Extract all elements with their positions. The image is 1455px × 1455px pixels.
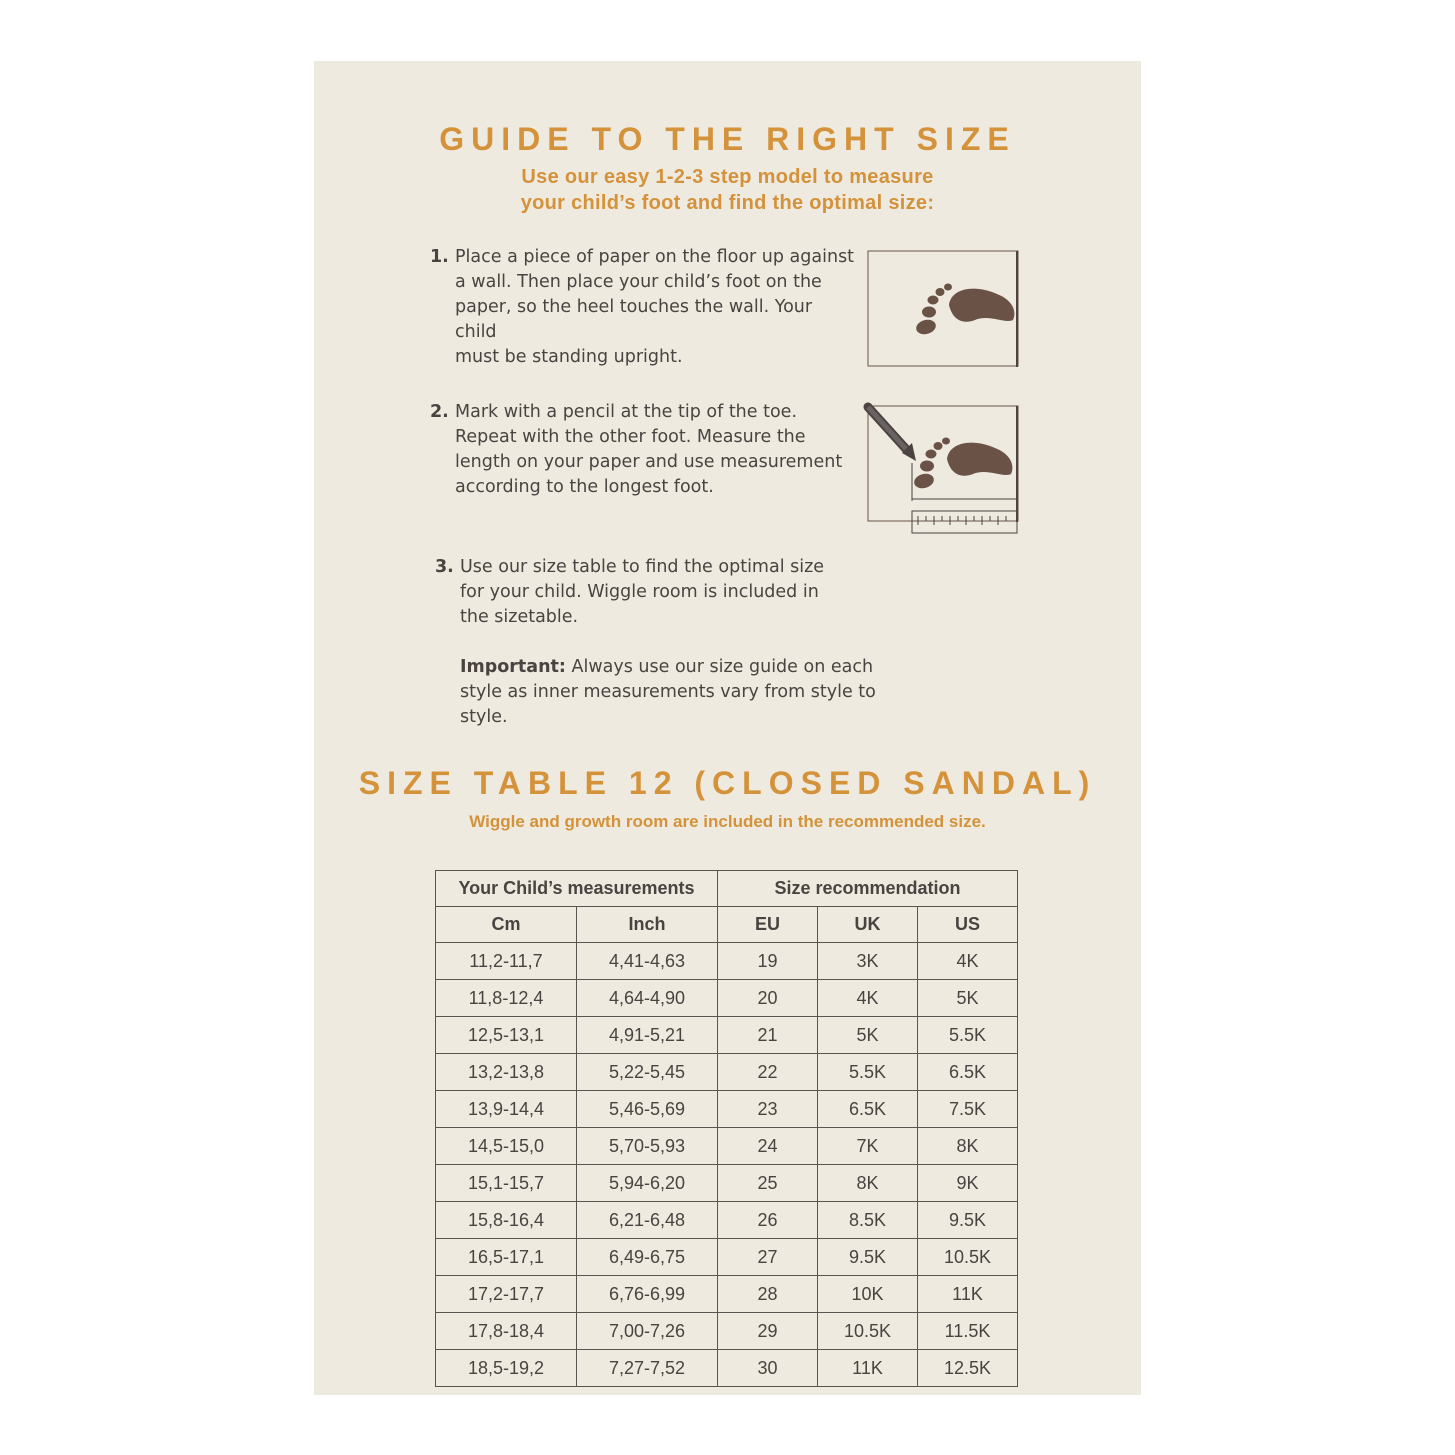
- cell-eu: 30: [718, 1350, 818, 1387]
- cell-eu: 26: [718, 1202, 818, 1239]
- size-table-subtitle: Wiggle and growth room are included in the recommended size.: [469, 812, 986, 831]
- table-body: [436, 943, 1018, 1387]
- cell-eu: 19: [718, 943, 818, 980]
- step-number: 3.: [435, 557, 454, 577]
- important-text: Always use our size guide on each: [565, 657, 874, 677]
- cell-us: 11.5K: [918, 1313, 1018, 1350]
- step-text-line: a wall. Then place your child’s foot on the: [455, 272, 822, 292]
- column-header-inch: Inch: [577, 907, 718, 943]
- cell-uk: 11K: [818, 1350, 918, 1387]
- cell-inch: 7,00-7,26: [577, 1313, 718, 1350]
- cell-cm: 12,5-13,1: [436, 1017, 577, 1054]
- cell-eu: 23: [718, 1091, 818, 1128]
- ruler-icon: [912, 511, 1017, 533]
- cell-us: 4K: [918, 943, 1018, 980]
- cell-us: 11K: [918, 1276, 1018, 1313]
- cell-inch: 5,70-5,93: [577, 1128, 718, 1165]
- cell-uk: 6.5K: [818, 1091, 918, 1128]
- cell-cm: 13,2-13,8: [436, 1054, 577, 1091]
- important-label: Important:: [460, 657, 566, 677]
- cell-cm: 17,8-18,4: [436, 1313, 577, 1350]
- column-header-eu: EU: [718, 907, 818, 943]
- table-row: [436, 1313, 1018, 1350]
- cell-eu: 21: [718, 1017, 818, 1054]
- cell-inch: 7,27-7,52: [577, 1350, 718, 1387]
- table-row: [436, 1128, 1018, 1165]
- table-row: [436, 1054, 1018, 1091]
- column-header-cm: Cm: [436, 907, 577, 943]
- cell-us: 6.5K: [918, 1054, 1018, 1091]
- cell-uk: 5.5K: [818, 1054, 918, 1091]
- cell-inch: 5,46-5,69: [577, 1091, 718, 1128]
- cell-eu: 20: [718, 980, 818, 1017]
- step-text-line: paper, so the heel touches the wall. Your child: [455, 297, 813, 342]
- important-line1: [460, 655, 920, 680]
- table-row: [436, 1091, 1018, 1128]
- cell-us: 5.5K: [918, 1017, 1018, 1054]
- step-number: 2.: [430, 402, 449, 422]
- cell-uk: 10.5K: [818, 1313, 918, 1350]
- guide-subtitle: [314, 164, 1141, 216]
- cell-cm: 16,5-17,1: [436, 1239, 577, 1276]
- guide-title: GUIDE TO THE RIGHT SIZE: [439, 121, 1016, 157]
- step-1: [430, 245, 855, 370]
- step-text-line: the sizetable.: [460, 607, 579, 627]
- important-line2: style as inner measurements vary from style to style.: [460, 682, 876, 727]
- cell-uk: 9.5K: [818, 1239, 918, 1276]
- group-header-measurements: Your Child’s measurements: [436, 871, 718, 907]
- cell-inch: 4,91-5,21: [577, 1017, 718, 1054]
- guide-subtitle-line1: Use our easy 1-2-3 step model to measure: [521, 166, 934, 188]
- cell-uk: 8.5K: [818, 1202, 918, 1239]
- cell-inch: 5,22-5,45: [577, 1054, 718, 1091]
- cell-inch: 6,76-6,99: [577, 1276, 718, 1313]
- cell-uk: 4K: [818, 980, 918, 1017]
- step-text-line: according to the longest foot.: [455, 477, 714, 497]
- cell-us: 9K: [918, 1165, 1018, 1202]
- step-text-line: Repeat with the other foot. Measure the: [455, 427, 806, 447]
- cell-eu: 24: [718, 1128, 818, 1165]
- cell-uk: 8K: [818, 1165, 918, 1202]
- cell-eu: 25: [718, 1165, 818, 1202]
- table-row: [436, 1350, 1018, 1387]
- footprint-on-paper-icon: [867, 250, 1022, 370]
- cell-cm: 18,5-19,2: [436, 1350, 577, 1387]
- cell-cm: 17,2-17,7: [436, 1276, 577, 1313]
- step-text-line: Mark with a pencil at the tip of the toe.: [455, 402, 798, 422]
- cell-us: 9.5K: [918, 1202, 1018, 1239]
- step-text-line: Place a piece of paper on the floor up against: [455, 247, 855, 267]
- step-number: 1.: [430, 247, 449, 267]
- guide-subtitle-line2: your child’s foot and find the optimal size:: [520, 192, 935, 214]
- table-column-header-row: [436, 907, 1018, 943]
- cell-cm: 11,2-11,7: [436, 943, 577, 980]
- cell-cm: 15,8-16,4: [436, 1202, 577, 1239]
- cell-us: 12.5K: [918, 1350, 1018, 1387]
- cell-uk: 7K: [818, 1128, 918, 1165]
- step-text-line: length on your paper and use measurement: [455, 452, 843, 472]
- cell-us: 7.5K: [918, 1091, 1018, 1128]
- cell-inch: 4,64-4,90: [577, 980, 718, 1017]
- cell-uk: 5K: [818, 1017, 918, 1054]
- table-row: [436, 1017, 1018, 1054]
- cell-uk: 10K: [818, 1276, 918, 1313]
- table-row: [436, 980, 1018, 1017]
- step-text-line: Use our size table to find the optimal size: [460, 557, 825, 577]
- table-group-header-row: [436, 871, 1018, 907]
- cell-inch: 6,21-6,48: [577, 1202, 718, 1239]
- cell-us: 10.5K: [918, 1239, 1018, 1276]
- step-text-line: for your child. Wiggle room is included in: [460, 582, 819, 602]
- table-row: [436, 1202, 1018, 1239]
- step-3: [435, 555, 840, 630]
- size-table: [435, 870, 1018, 1387]
- table-row: [436, 1239, 1018, 1276]
- cell-eu: 27: [718, 1239, 818, 1276]
- step-2: [430, 400, 855, 500]
- size-guide-card: [314, 61, 1141, 1395]
- table-row: [436, 1276, 1018, 1313]
- cell-cm: 11,8-12,4: [436, 980, 577, 1017]
- cell-inch: 5,94-6,20: [577, 1165, 718, 1202]
- important-note: [460, 655, 920, 730]
- cell-inch: 4,41-4,63: [577, 943, 718, 980]
- step-text-line: must be standing upright.: [455, 347, 683, 367]
- cell-cm: 14,5-15,0: [436, 1128, 577, 1165]
- table-row: [436, 943, 1018, 980]
- cell-uk: 3K: [818, 943, 918, 980]
- cell-eu: 22: [718, 1054, 818, 1091]
- size-table-title: SIZE TABLE 12 (CLOSED SANDAL): [358, 765, 1097, 801]
- cell-cm: 13,9-14,4: [436, 1091, 577, 1128]
- cell-cm: 15,1-15,7: [436, 1165, 577, 1202]
- cell-us: 5K: [918, 980, 1018, 1017]
- pencil-footprint-ruler-icon: [862, 401, 1022, 541]
- cell-inch: 6,49-6,75: [577, 1239, 718, 1276]
- group-header-size-recommendation: Size recommendation: [718, 871, 1018, 907]
- cell-eu: 29: [718, 1313, 818, 1350]
- column-header-us: US: [918, 907, 1018, 943]
- column-header-uk: UK: [818, 907, 918, 943]
- cell-us: 8K: [918, 1128, 1018, 1165]
- table-row: [436, 1165, 1018, 1202]
- cell-eu: 28: [718, 1276, 818, 1313]
- pencil-icon: [868, 407, 916, 461]
